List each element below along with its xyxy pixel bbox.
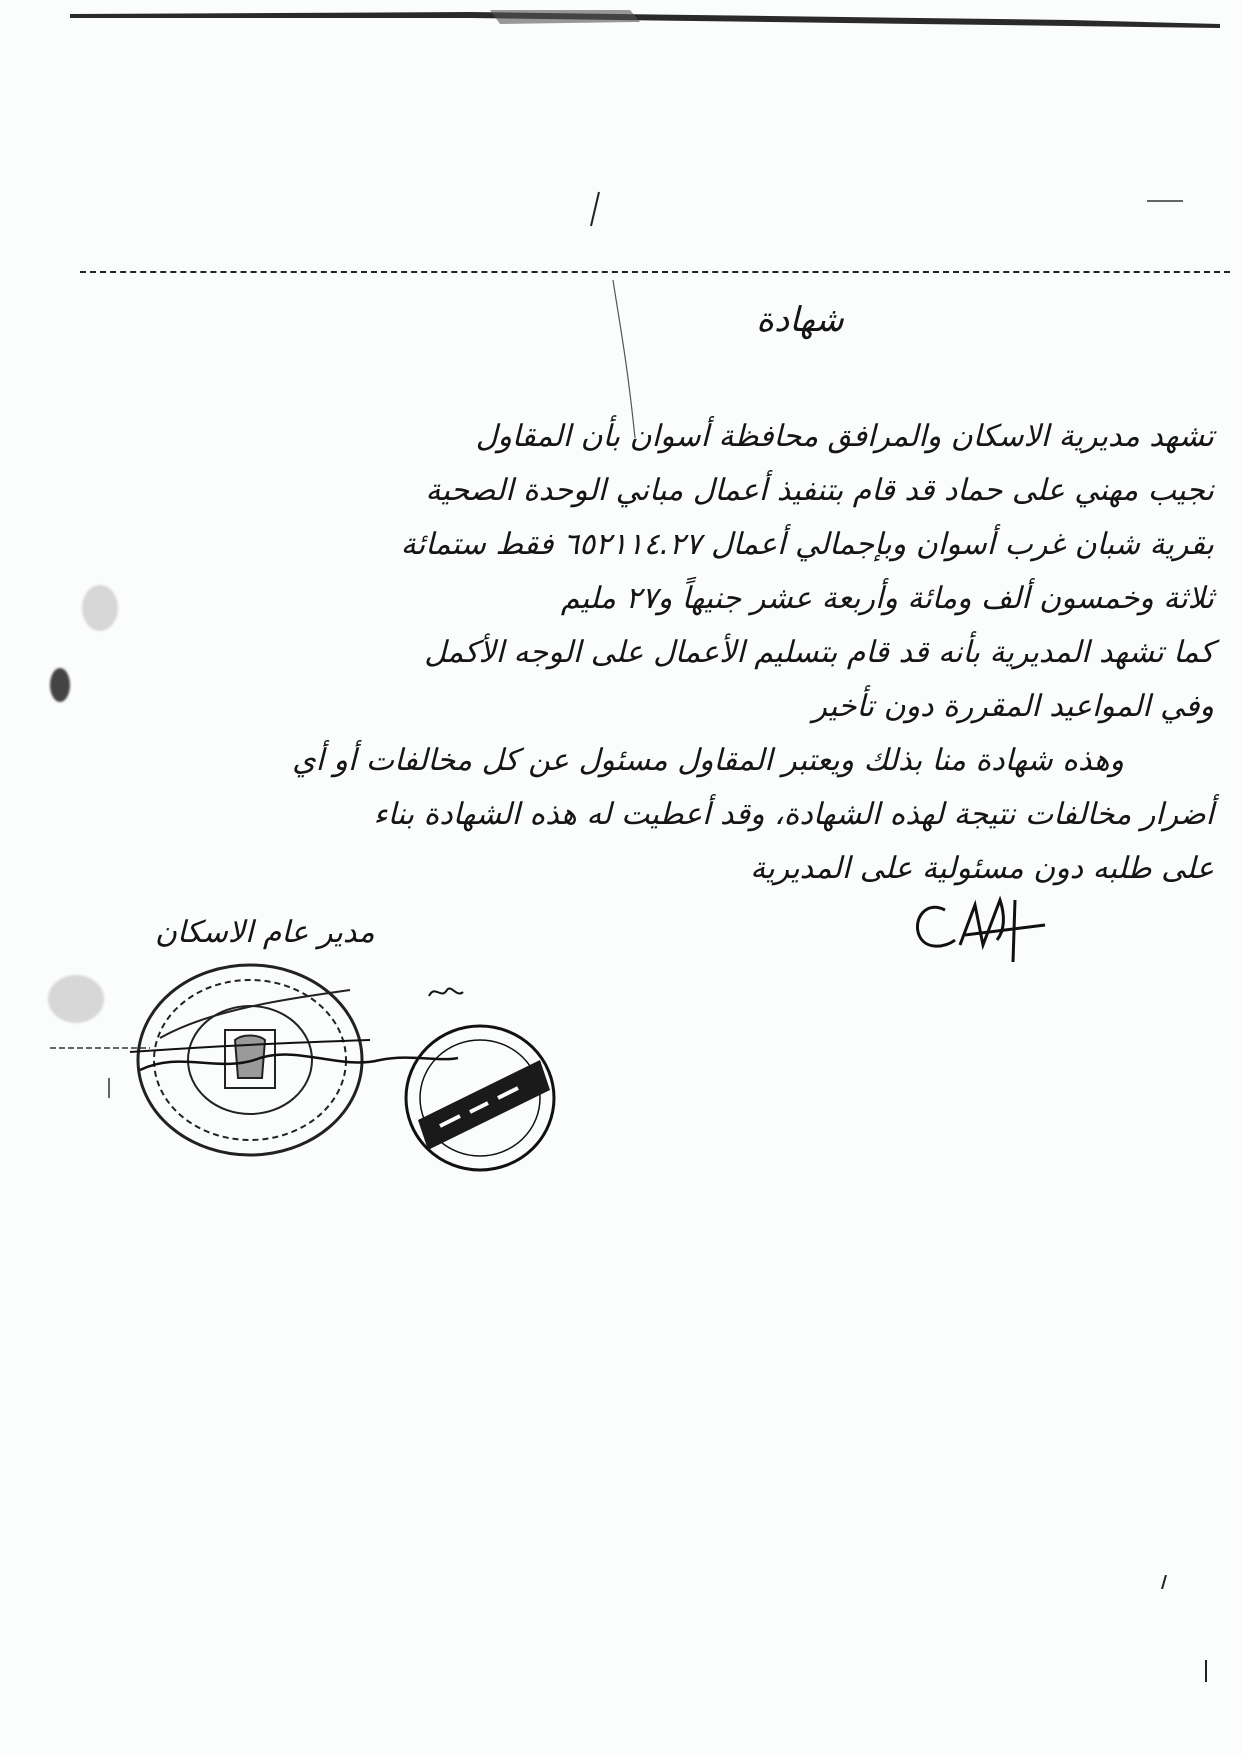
body-line: وهذه شهادة منا بذلك ويعتبر المقاول مسئول عن كل مخالفات أو أي xyxy=(292,743,1124,778)
punch-hole xyxy=(82,585,118,631)
fold-line xyxy=(80,271,1230,275)
signatory-title: مدير عام الاسكان xyxy=(155,915,375,950)
initials-icon xyxy=(425,980,465,1004)
body-line: وفي المواعيد المقررة دون تأخير xyxy=(812,689,1214,724)
body-line: بقرية شبان غرب أسوان وبإجمالي أعمال ٦٥٢١١٤.٢٧ فقط ستمائة xyxy=(400,527,1214,562)
stray-mark xyxy=(106,1078,112,1098)
scan-edge-streak xyxy=(70,6,1220,30)
signature-icon xyxy=(905,890,1055,970)
signature-stroke-icon xyxy=(140,1040,460,1080)
body-line: ثلاثة وخمسون ألف ومائة وأربعة عشر جنيهاً و٢٧ مليم xyxy=(560,581,1214,616)
stray-mark xyxy=(1203,1660,1209,1682)
signature-initials xyxy=(425,980,465,1009)
body-line: تشهد مديرية الاسكان والمرافق محافظة أسوان بأن المقاول xyxy=(475,419,1214,454)
stray-mark xyxy=(1145,196,1185,206)
stray-mark xyxy=(585,190,605,230)
margin-line xyxy=(50,1045,150,1051)
stray-mark xyxy=(1160,1575,1168,1589)
punch-hole xyxy=(48,975,104,1023)
body-line: على طلبه دون مسئولية على المديرية xyxy=(750,851,1214,886)
body-line: كما تشهد المديرية بأنه قد قام بتسليم الأعمال على الوجه الأكمل xyxy=(424,635,1214,670)
document-body xyxy=(114,410,1214,896)
body-line: أضرار مخالفات نتيجة لهذه الشهادة، وقد أعطيت له هذه الشهادة بناء xyxy=(373,797,1214,832)
punch-hole xyxy=(50,668,70,702)
document-title: شهادة xyxy=(756,300,844,340)
body-line: نجيب مهني على حماد قد قام بتنفيذ أعمال مباني الوحدة الصحية xyxy=(425,473,1214,508)
